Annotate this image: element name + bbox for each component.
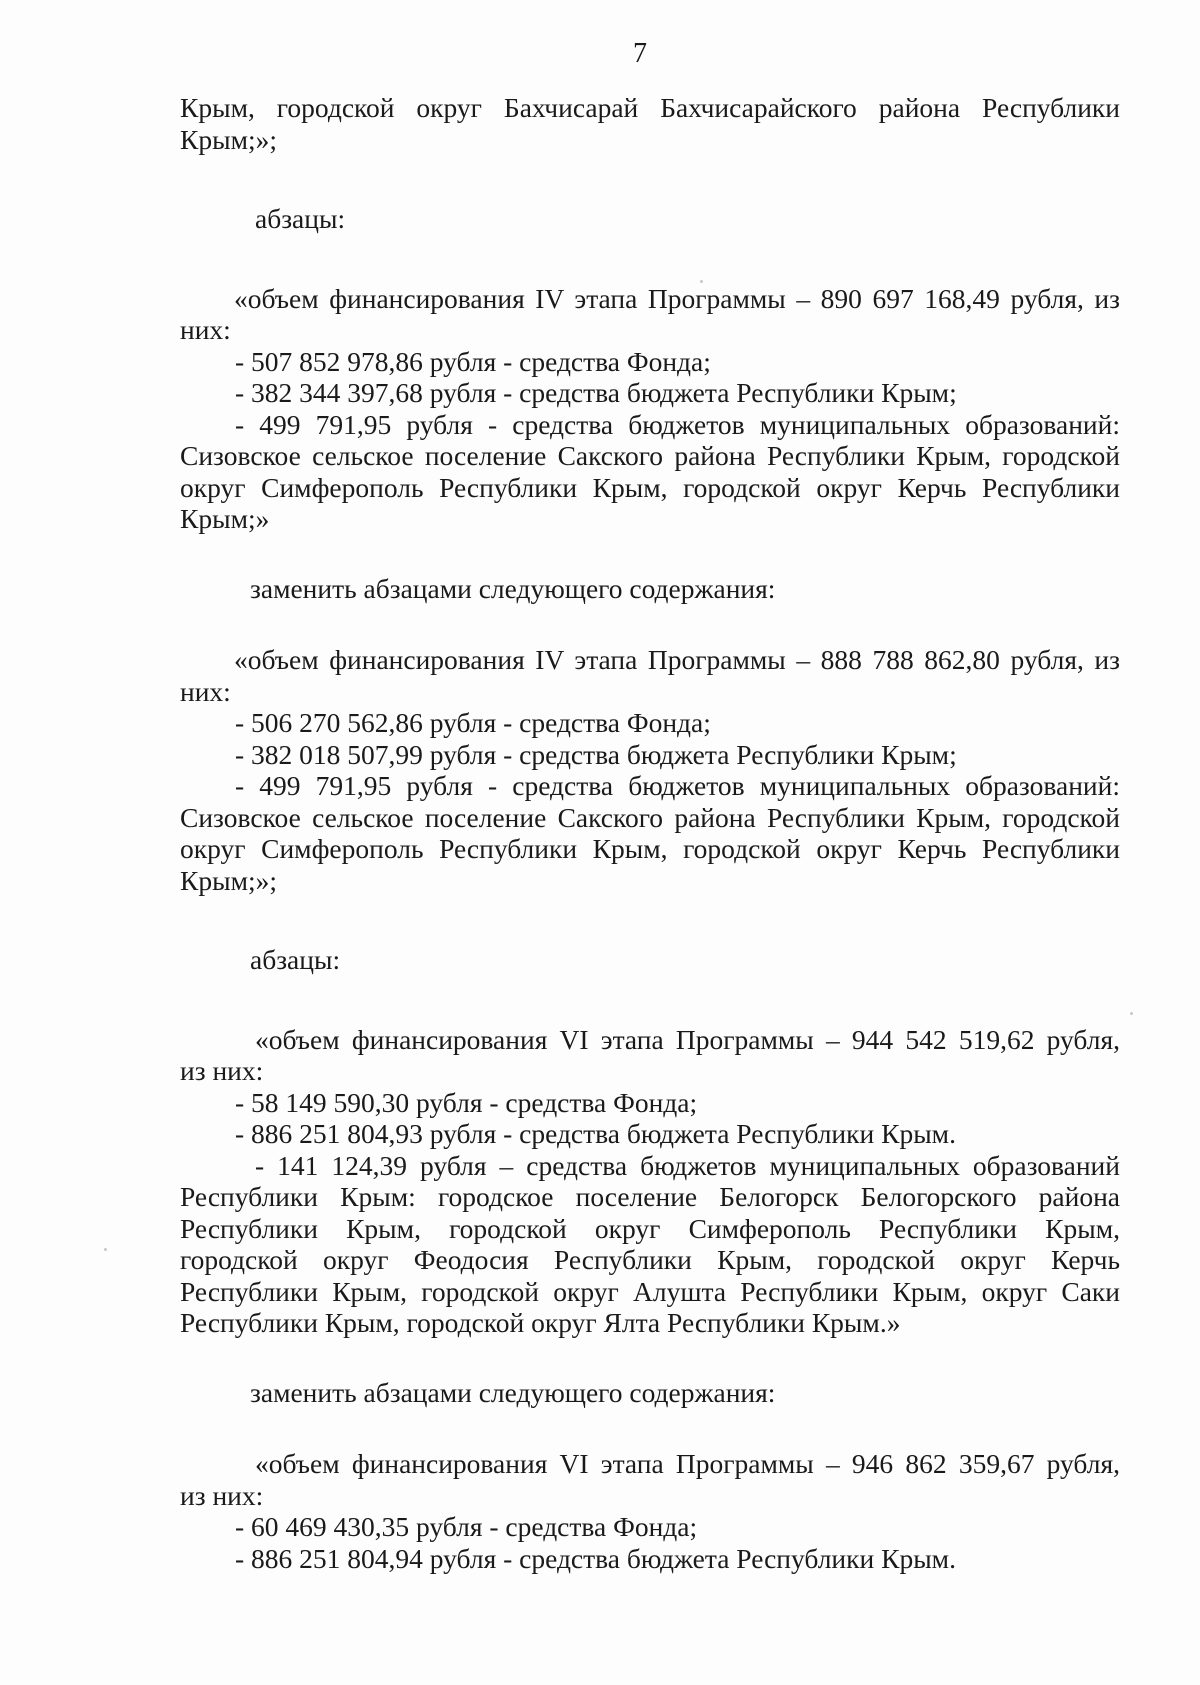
text-line: Крым;»; (180, 123, 278, 155)
text-line: Сизовское сельское поселение Сакского района Республики Крым, городской (180, 440, 1120, 471)
list-item: - 382 018 507,99 рубля - средства бюджета Республики Крым; (235, 738, 957, 770)
section-heading: абзацы: (250, 944, 341, 975)
document-body (180, 92, 1120, 1574)
scan-speck (1130, 1012, 1133, 1015)
text-line: «объем финансирования IV этапа Программы – 888 788 862,80 рубля, из (234, 644, 1120, 675)
text-line: из них: (180, 1055, 264, 1086)
page-number: 7 (633, 38, 647, 69)
section-heading: абзацы: (255, 203, 346, 234)
text-line: Республики Крым, городской округ Симферополь Республики Крым, (180, 1212, 1120, 1244)
text-line: Республики Крым, городской округ Алушта Республики Крым, округ Саки (180, 1275, 1120, 1307)
text-line: Республики Крым: городское поселение Белогорск Белогорского района (180, 1181, 1120, 1212)
text-line: них: (180, 675, 231, 707)
scan-speck (104, 1248, 107, 1251)
text-line: Крым;»; (180, 864, 278, 896)
section-heading: заменить абзацами следующего содержания: (250, 1376, 776, 1408)
text-line: городской округ Феодосия Республики Крым, городской округ Керчь (180, 1244, 1120, 1275)
list-item: - 60 469 430,35 рубля - средства Фонда; (235, 1511, 698, 1542)
text-line: округ Симферополь Республики Крым, городской округ Керчь Республики (180, 471, 1120, 503)
text-line: округ Симферополь Республики Крым, городской округ Керчь Республики (180, 833, 1120, 864)
list-item: - 141 124,39 рубля – средства бюджетов муниципальных образований (255, 1149, 1120, 1181)
list-item: - 507 852 978,86 рубля - средства Фонда; (235, 345, 711, 377)
list-item: - 886 251 804,93 рубля - средства бюджета Республики Крым. (235, 1118, 956, 1149)
text-line: них: (180, 314, 231, 345)
scan-speck (700, 280, 703, 283)
list-item: - 499 791,95 рубля - средства бюджетов муниципальных образований: (235, 770, 1120, 801)
list-item: - 506 270 562,86 рубля - средства Фонда; (235, 707, 711, 738)
text-line: «объем финансирования VI этапа Программы – 946 862 359,67 рубля, (255, 1448, 1120, 1479)
text-line: «объем финансирования VI этапа Программы – 944 542 519,62 рубля, (255, 1023, 1120, 1055)
text-line: Крым, городской округ Бахчисарай Бахчисарайского района Республики (180, 92, 1120, 123)
section-heading: заменить абзацами следующего содержания: (250, 572, 776, 604)
list-item: - 58 149 590,30 рубля - средства Фонда; (235, 1086, 698, 1118)
text-line: Крым;» (180, 503, 270, 534)
text-line: из них: (180, 1479, 264, 1511)
text-line: Республики Крым, городской округ Ялта Республики Крым.» (180, 1307, 901, 1338)
list-item: - 499 791,95 рубля - средства бюджетов муниципальных образований: (235, 408, 1120, 440)
list-item: - 382 344 397,68 рубля - средства бюджета Республики Крым; (235, 377, 957, 408)
text-line: Сизовское сельское поселение Сакского района Республики Крым, городской (180, 801, 1120, 833)
list-item: - 886 251 804,94 рубля - средства бюджета Республики Крым. (235, 1542, 956, 1574)
text-line: «объем финансирования IV этапа Программы – 890 697 168,49 рубля, из (234, 282, 1120, 314)
